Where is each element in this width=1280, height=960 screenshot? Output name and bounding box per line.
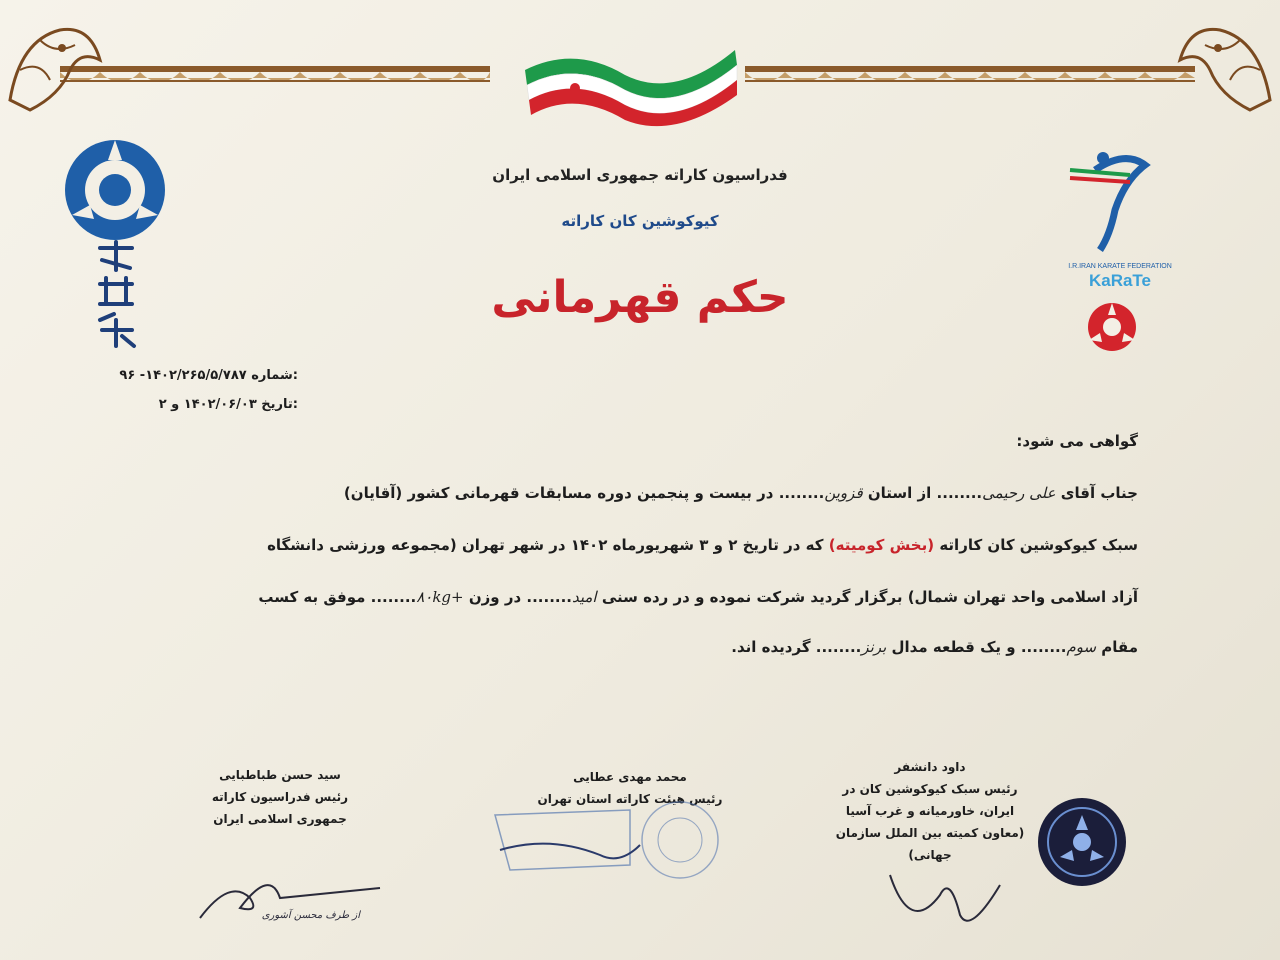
province: قزوین <box>824 484 863 502</box>
dragon-ornament-right <box>1170 0 1280 130</box>
greeting: گواهی می شود: <box>1016 432 1138 450</box>
body-line-2: سبک کیوکوشین کان کاراته (بخش کومیته) که در تاریخ ۲ و ۳ شهریورماه ۱۴۰۲ در شهر تهران (مجموعه ورزشی دانشگاه <box>267 536 1138 554</box>
weight-category: +۸۰kg <box>416 588 464 606</box>
signature-block-left: سید حسن طباطبایی رئیس فدراسیون کاراته جمهوری اسلامی ایران <box>180 764 380 830</box>
recipient-name: علی رحیمی <box>982 484 1056 502</box>
ornamental-border-right <box>745 58 1195 98</box>
certificate-title: حکم قهرمانی <box>491 272 789 323</box>
certificate-number <box>119 368 298 383</box>
number-label: :شماره <box>251 368 298 383</box>
body-line-3: آزاد اسلامی واحد تهران شمال) برگزار گردید شرکت نموده و در رده سنی امید........ در وزن +۸۰kg........ موفق به کسب <box>258 588 1138 606</box>
signer-name: سید حسن طباطبایی <box>219 768 341 782</box>
kumite-section: (بخش کومیته) <box>828 536 935 554</box>
handwritten-signature-left <box>190 858 390 928</box>
iran-flag-ribbon <box>515 40 745 130</box>
svg-text:از طرف محسن آشوری: از طرف محسن آشوری <box>261 910 360 921</box>
handwritten-signature-right <box>880 855 1020 945</box>
body-line-1: جناب آقای علی رحیمی........ از استان قزوین........ در بیست و پنجمین دوره مسابقات قهرمانی کشور (آقایان) <box>343 484 1138 502</box>
medal-type: برنز <box>861 638 887 656</box>
signer-name: داود دانشفر <box>894 760 966 774</box>
federation-heading: فدراسیون کاراته جمهوری اسلامی ایران <box>492 166 788 184</box>
rank: سوم <box>1066 638 1097 656</box>
body-line-4: مقام سوم........ و یک قطعه مدال برنز........ گردیده اند. <box>731 638 1138 656</box>
dragon-ornament-left <box>0 0 110 130</box>
date-value: ۱۴۰۲/۰۶/۰۳ و ۲ <box>158 397 257 412</box>
svg-text:I.R.IRAN KARATE FEDERATION: I.R.IRAN KARATE FEDERATION <box>1068 263 1172 270</box>
svg-text:KaRaTe: KaRaTe <box>1088 271 1152 290</box>
number-value: ۱۴۰۲/۲۶۵/۵/۷۸۷- ۹۶ <box>119 368 247 383</box>
age-category: امید <box>572 588 597 606</box>
date-label: :تاریخ <box>261 397 298 412</box>
holographic-seal-icon <box>1035 795 1130 890</box>
style-heading: کیوکوشین کان کاراته <box>561 212 719 230</box>
official-stamp-middle <box>490 795 740 885</box>
signer-name: محمد مهدی عطایی <box>573 770 687 784</box>
signature-block-middle: محمد مهدی عطایی رئیس هیئت کاراته استان تهران <box>530 766 730 810</box>
certificate-date <box>159 397 298 412</box>
signature-block-right: داود دانشفر رئیس سبک کیوکوشین کان در ایران، خاورمیانه و غرب آسیا (معاون کمیته بین الملل سازمان جهانی) <box>820 756 1040 866</box>
ornamental-border-left <box>60 58 490 98</box>
